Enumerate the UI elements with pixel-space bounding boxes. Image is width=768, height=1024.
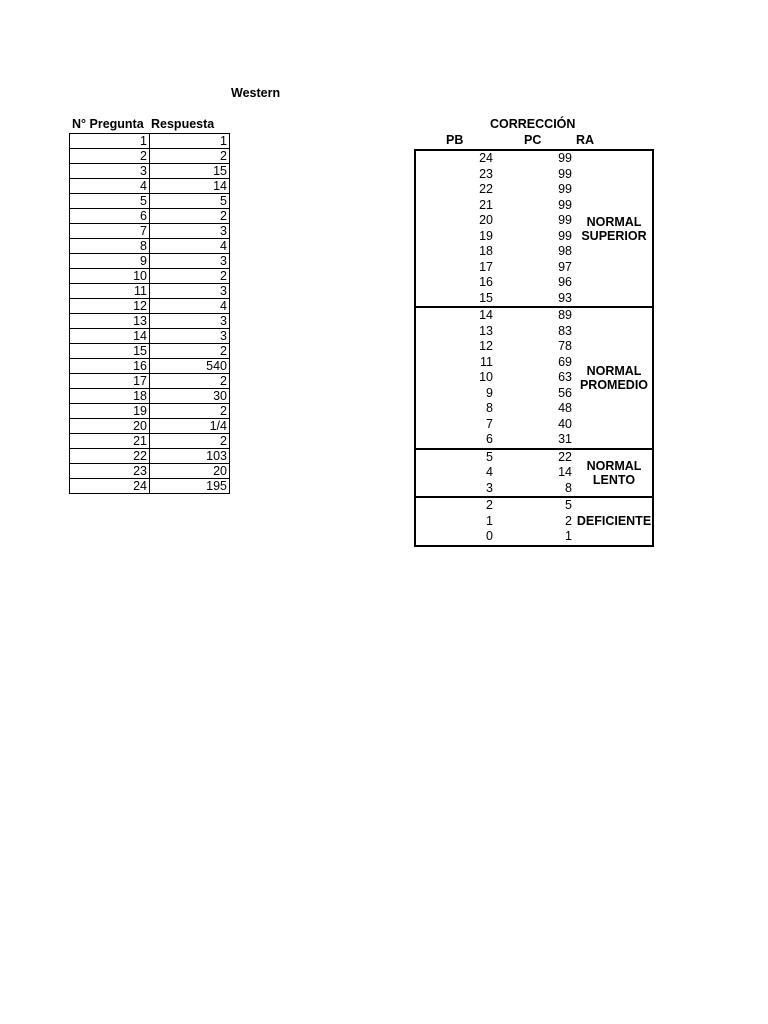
ra-label <box>576 308 652 448</box>
table-row <box>70 149 230 164</box>
pb-value: 1 <box>486 513 493 528</box>
answer-cell: 2 <box>150 434 230 449</box>
pc-value: 8 <box>565 480 572 495</box>
question-number-cell: 24 <box>70 479 150 494</box>
pb-value: 12 <box>479 339 493 353</box>
pc-value: 56 <box>558 385 572 400</box>
answer-cell: 1/4 <box>150 419 230 434</box>
pc-value: 99 <box>558 197 572 212</box>
answer-cell: 3 <box>150 224 230 239</box>
question-number-cell: 19 <box>70 404 150 419</box>
pb-value: 13 <box>479 323 493 338</box>
question-number-cell: 18 <box>70 389 150 404</box>
answer-cell: 2 <box>150 404 230 419</box>
pc-value: 40 <box>558 416 572 431</box>
question-number-cell: 8 <box>70 239 150 254</box>
pc-value: 99 <box>558 228 572 243</box>
pc-value: 22 <box>558 449 572 464</box>
table-row <box>70 359 230 374</box>
pc-value: 97 <box>558 259 572 274</box>
ra-label-line: NORMAL <box>586 363 642 378</box>
pb-value: 21 <box>479 197 493 212</box>
question-number-cell: 13 <box>70 314 150 329</box>
pb-value: 11 <box>480 354 493 369</box>
answer-cell: 3 <box>150 254 230 269</box>
ra-label-line: DEFICIENTE <box>576 514 652 529</box>
answer-cell: 20 <box>150 464 230 479</box>
answer-cell: 540 <box>150 359 230 374</box>
answer-cell: 2 <box>150 209 230 224</box>
answer-cell: 195 <box>150 479 230 494</box>
pb-value: 9 <box>486 385 493 400</box>
pc-value: 99 <box>558 182 572 196</box>
ra-label-line: SUPERIOR <box>581 228 647 243</box>
question-number-cell: 21 <box>70 434 150 449</box>
question-number-cell: 12 <box>70 299 150 314</box>
table-row <box>70 344 230 359</box>
pb-value: 23 <box>479 166 493 181</box>
correction-group <box>416 448 652 497</box>
correction-title: CORRECCIÓN <box>490 117 576 131</box>
answer-cell: 15 <box>150 164 230 179</box>
table-row <box>70 209 230 224</box>
pb-value: 19 <box>479 228 493 243</box>
table-row <box>70 224 230 239</box>
table-row <box>70 374 230 389</box>
answer-cell: 3 <box>150 314 230 329</box>
question-number-cell: 5 <box>70 194 150 209</box>
table-row <box>70 404 230 419</box>
pb-value: 5 <box>486 449 493 464</box>
pc-value: 96 <box>558 275 572 289</box>
table-row <box>70 449 230 464</box>
table-row <box>70 314 230 329</box>
header-ra: RA <box>576 133 595 147</box>
sheet-title: Western <box>231 86 281 100</box>
header-pb: PB <box>446 133 464 147</box>
table-row <box>70 299 230 314</box>
answer-cell: 4 <box>150 239 230 254</box>
ra-label-line: PROMEDIO <box>579 377 649 392</box>
correction-group <box>416 151 652 306</box>
pc-value: 1 <box>565 529 572 543</box>
table-row <box>70 284 230 299</box>
answer-cell: 3 <box>150 284 230 299</box>
pc-value: 99 <box>558 213 572 227</box>
answer-cell: 30 <box>150 389 230 404</box>
pc-value: 63 <box>558 370 572 384</box>
question-number-cell: 1 <box>70 134 150 149</box>
pc-value: 83 <box>558 323 572 338</box>
pb-value: 17 <box>479 259 493 274</box>
table-row <box>70 164 230 179</box>
table-row <box>70 479 230 494</box>
pc-value: 14 <box>558 465 572 479</box>
answer-cell: 5 <box>150 194 230 209</box>
pc-value: 48 <box>558 401 572 415</box>
pb-value: 10 <box>479 370 493 384</box>
ra-label <box>576 498 652 545</box>
question-number-cell: 15 <box>70 344 150 359</box>
question-number-cell: 16 <box>70 359 150 374</box>
pb-value: 24 <box>479 151 493 165</box>
answer-cell: 2 <box>150 374 230 389</box>
ra-label-line: NORMAL <box>586 214 642 229</box>
question-number-cell: 11 <box>70 284 150 299</box>
table-row <box>70 179 230 194</box>
table-row <box>70 434 230 449</box>
question-number-cell: 9 <box>70 254 150 269</box>
question-number-cell: 23 <box>70 464 150 479</box>
question-number-cell: 2 <box>70 149 150 164</box>
header-answer: Respuesta <box>151 117 215 131</box>
ra-label <box>576 450 652 497</box>
question-number-cell: 6 <box>70 209 150 224</box>
answer-cell: 4 <box>150 299 230 314</box>
answer-cell: 14 <box>150 179 230 194</box>
pb-value: 8 <box>486 401 493 415</box>
pb-value: 3 <box>486 480 493 495</box>
question-number-cell: 22 <box>70 449 150 464</box>
ra-label-line: NORMAL <box>586 458 642 473</box>
question-number-cell: 3 <box>70 164 150 179</box>
pc-value: 99 <box>558 151 572 165</box>
table-row <box>70 254 230 269</box>
answer-cell: 2 <box>150 344 230 359</box>
table-row <box>70 194 230 209</box>
table-row <box>70 419 230 434</box>
table-row <box>70 389 230 404</box>
answer-cell: 3 <box>150 329 230 344</box>
table-row <box>70 239 230 254</box>
table-row <box>70 464 230 479</box>
pb-value: 20 <box>479 213 493 227</box>
pb-value: 15 <box>479 290 493 305</box>
pb-value: 22 <box>479 182 493 196</box>
answer-cell: 2 <box>150 269 230 284</box>
question-number-cell: 14 <box>70 329 150 344</box>
ra-label-line: LENTO <box>592 472 636 487</box>
pc-value: 5 <box>565 498 572 512</box>
answers-table <box>69 133 230 494</box>
question-number-cell: 17 <box>70 374 150 389</box>
pc-value: 89 <box>558 308 572 322</box>
pc-value: 78 <box>558 339 572 353</box>
question-number-cell: 20 <box>70 419 150 434</box>
pc-value: 69 <box>558 354 572 369</box>
pb-value: 0 <box>486 529 493 543</box>
pb-value: 4 <box>486 465 493 479</box>
table-row <box>70 329 230 344</box>
pc-value: 2 <box>565 513 572 528</box>
table-row <box>70 269 230 284</box>
answer-cell: 103 <box>150 449 230 464</box>
question-number-cell: 7 <box>70 224 150 239</box>
ra-label <box>576 151 652 306</box>
pb-value: 18 <box>479 244 493 258</box>
pc-value: 31 <box>558 432 572 446</box>
pc-value: 99 <box>558 166 572 181</box>
pb-value: 2 <box>486 498 493 512</box>
pb-value: 6 <box>486 432 493 446</box>
pc-value: 93 <box>558 290 572 305</box>
correction-group <box>416 306 652 448</box>
table-row <box>70 134 230 149</box>
correction-table <box>414 149 654 547</box>
question-number-cell: 4 <box>70 179 150 194</box>
pb-value: 14 <box>479 308 493 322</box>
pc-value: 98 <box>558 244 572 258</box>
header-question-number: N° Pregunta <box>72 117 144 131</box>
pb-value: 16 <box>479 275 493 289</box>
answer-cell: 1 <box>150 134 230 149</box>
question-number-cell: 10 <box>70 269 150 284</box>
pb-value: 7 <box>486 416 493 431</box>
correction-group <box>416 496 652 545</box>
header-pc: PC <box>524 133 542 147</box>
answer-cell: 2 <box>150 149 230 164</box>
